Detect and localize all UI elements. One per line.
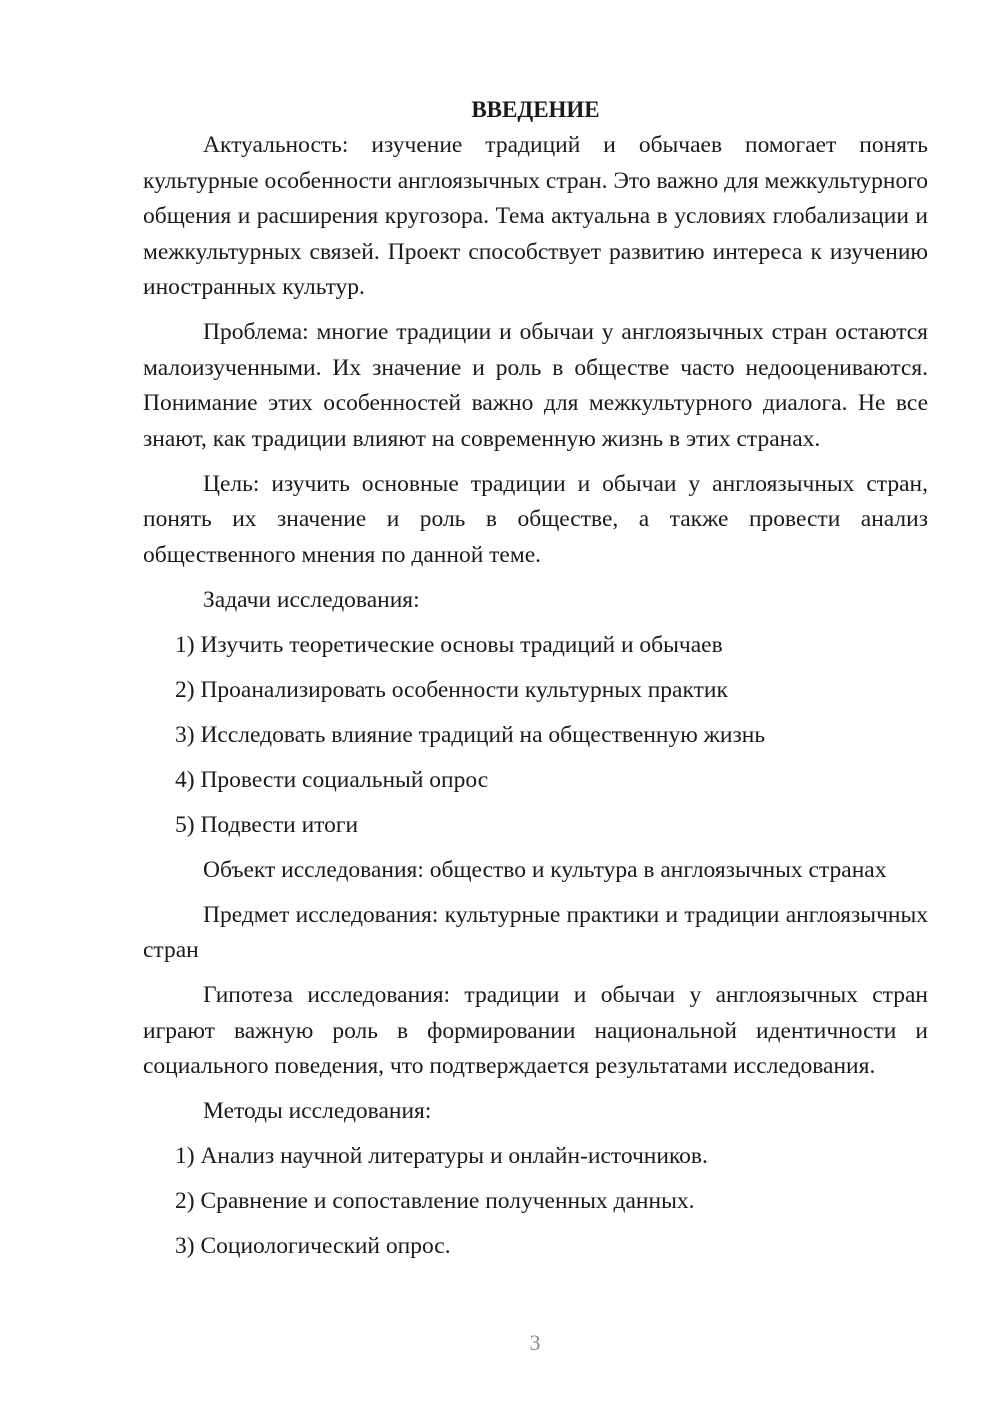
methods-list [143, 1139, 928, 1265]
goal-paragraph: Цель: изучить основные традиции и обычаи у англоязычных стран, понять их значение и роль в обществе, а также провести анализ общественного мнения по данной теме. [143, 470, 928, 568]
list-item: 1) Изучить теоретические основы традиций и обычаев [175, 631, 723, 658]
relevance-paragraph: Актуальность: изучение традиций и обычаев помогает понять культурные особенности англоязычных стран. Это важно для межкультурного общения и расширения кругозора. Тема актуальна в условиях глобализации и межкультурных связей. Проект способствует развитию интереса к изучению иностранных культур. [143, 132, 928, 300]
hypothesis-paragraph: Гипотеза исследования: традиции и обычаи у англоязычных стран играют важную роль в формировании национальной идентичности и социального поведения, что подтверждается результатами исследования. [143, 982, 928, 1079]
list-item: 5) Подвести итоги [175, 811, 359, 838]
page-content [143, 92, 928, 1274]
list-item: 3) Социологический опрос. [175, 1233, 451, 1259]
tasks-list [143, 628, 928, 844]
tasks-label: Задачи исследования: [203, 586, 420, 613]
list-item: 1) Анализ научной литературы и онлайн-источников. [175, 1143, 708, 1169]
section-heading: ВВЕДЕНИЕ [471, 97, 600, 122]
list-item: 3) Исследовать влияние традиций на общественную жизнь [175, 721, 766, 748]
page-number: 3 [529, 1330, 541, 1355]
list-item: 4) Провести социальный опрос [175, 766, 489, 793]
problem-paragraph: Проблема: многие традиции и обычаи у англоязычных стран остаются малоизученными. Их значение и роль в обществе часто недооцениваются. Понимание этих особенностей важно для межкультурного диалога. Не все знают, как традиции влияют на современную жизнь в этих странах. [143, 319, 928, 452]
subject-paragraph: Предмет исследования: культурные практики и традиции англоязычных стран [143, 901, 928, 963]
list-item: 2) Сравнение и сопоставление полученных данных. [175, 1188, 695, 1214]
list-item: 2) Проанализировать особенности культурных практик [175, 676, 728, 703]
methods-label: Методы исследования: [203, 1098, 432, 1124]
object-paragraph: Объект исследования: общество и культура в англоязычных странах [203, 856, 887, 883]
